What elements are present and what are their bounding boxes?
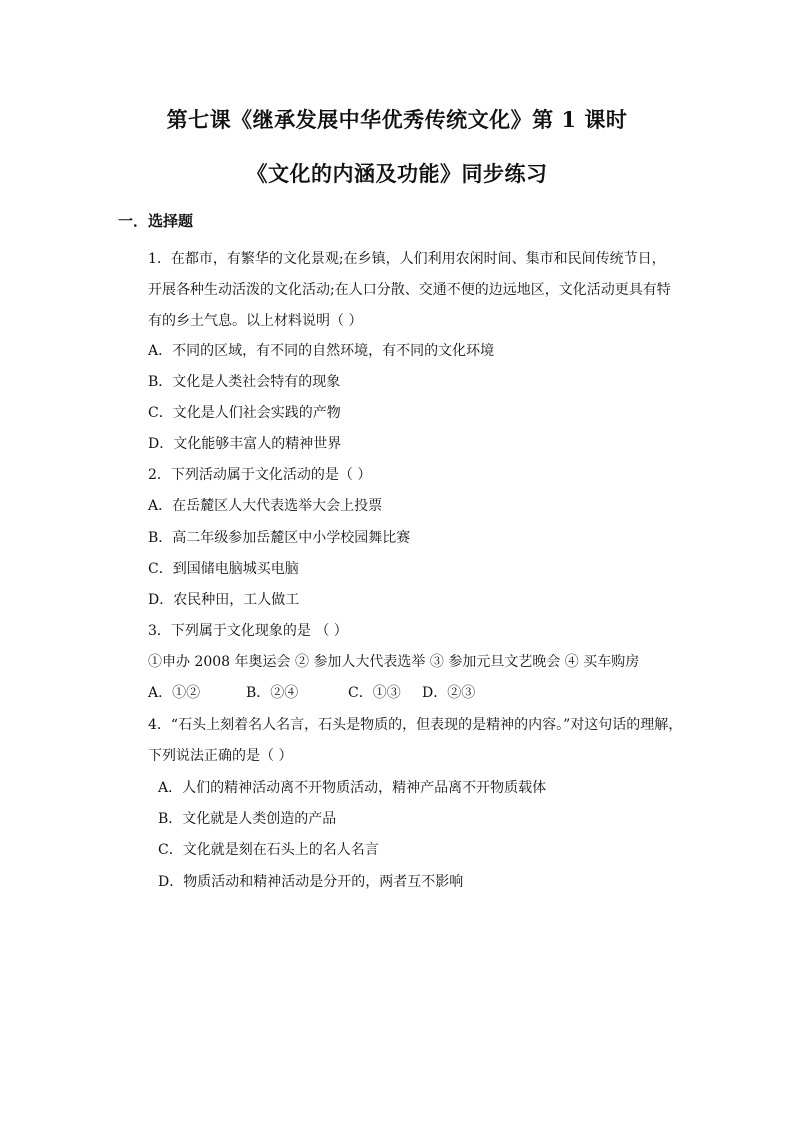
q3-stem: 3．下列属于文化现象的是 （ ）: [148, 623, 348, 639]
q1-option-b: B．文化是人类社会特有的现象: [148, 374, 341, 390]
title-line-1: 第七课《继承发展中华优秀传统文化》第 1 课时: [166, 107, 628, 132]
q2-option-b: B．高二年级参加岳麓区中小学校园舞比赛: [148, 530, 411, 546]
q3-option-d: D．②③: [422, 685, 476, 701]
q1-stem-line-1: 1．在都市，有繁华的文化景观;在乡镇，人们利用农闲时间、集市和民间传统节日，: [148, 251, 666, 267]
title-line-2: 《文化的内涵及功能》同步练习: [246, 161, 548, 186]
q1-stem-line-3: 有的乡土气息。以上材料说明（ ）: [148, 313, 363, 329]
q2-stem: 2．下列活动属于文化活动的是（ ）: [148, 467, 372, 483]
q3-option-c: C．①③: [348, 685, 401, 701]
q2-option-d: D．农民种田，工人做工: [148, 592, 300, 608]
q3-options-row: [148, 683, 475, 703]
q3-items: ①申办 2008 年奥运会 ② 参加人大代表选举 ③ 参加元旦文艺晚会 ④ 买车购房: [148, 654, 640, 670]
q1-stem-line-2: 开展各种生动活泼的文化活动;在人口分散、交通不便的边远地区，文化活动更具有特: [148, 282, 671, 298]
q2-option-a: A．在岳麓区人大代表选举大会上投票: [148, 498, 383, 514]
section-heading: 一．选择题: [118, 212, 194, 230]
q3-option-a: A．①②: [148, 685, 201, 701]
q1-option-c: C．文化是人们社会实践的产物: [148, 405, 341, 421]
q4-stem-line-1: 4．“石头上刻着名人名言，石头是物质的，但表现的是精神的内容。”对这句话的理解，: [148, 717, 683, 733]
q4-option-b: B．文化就是人类创造的产品: [158, 811, 337, 827]
q2-option-c: C．到国储电脑城买电脑: [148, 561, 299, 577]
q3-option-b: B．②④: [246, 685, 299, 701]
q4-option-c: C．文化就是刻在石头上的名人名言: [158, 842, 379, 858]
q4-option-d: D．物质活动和精神活动是分开的，两者互不影响: [158, 874, 464, 890]
q1-option-d: D．文化能够丰富人的精神世界: [148, 436, 342, 452]
q4-stem-line-2: 下列说法正确的是（ ）: [148, 748, 293, 764]
q4-option-a: A．人们的精神活动离不开物质活动，精神产品离不开物质载体: [158, 780, 547, 796]
q1-option-a: A．不同的区域，有不同的自然环境，有不同的文化环境: [148, 343, 495, 359]
